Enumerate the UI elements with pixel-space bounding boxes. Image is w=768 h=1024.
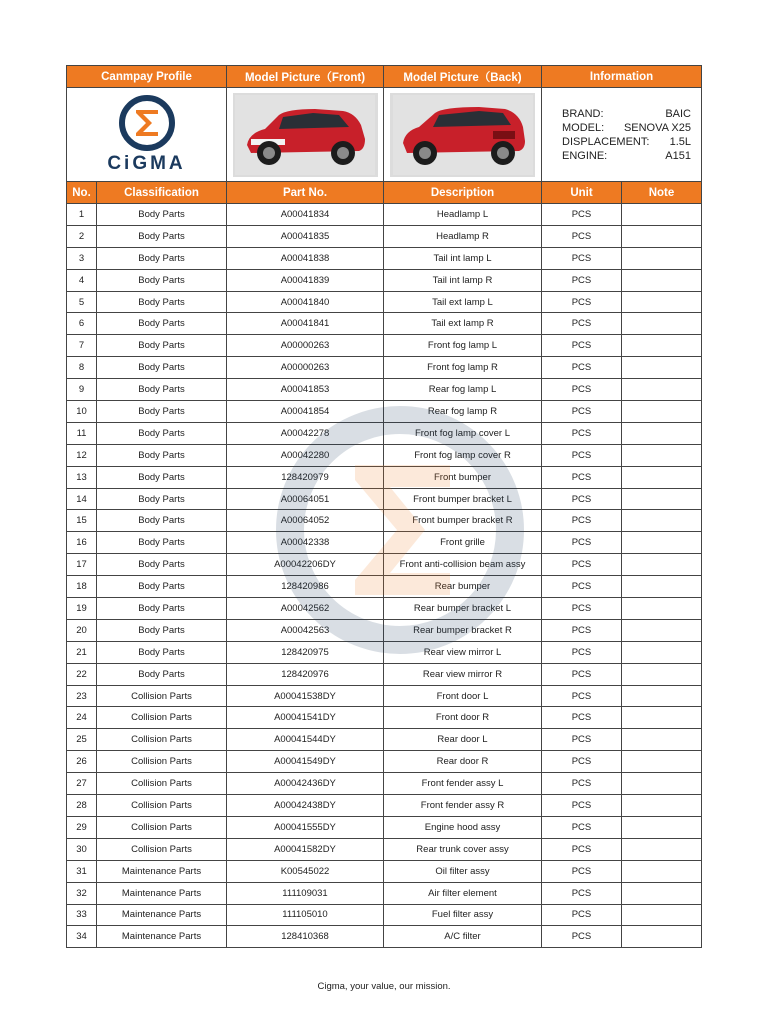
row-classification: Maintenance Parts bbox=[97, 860, 227, 882]
row-part-no: A00042278 bbox=[227, 422, 384, 444]
row-part-no: A00041582DY bbox=[227, 838, 384, 860]
row-classification: Body Parts bbox=[97, 554, 227, 576]
row-part-no: A00041835 bbox=[227, 225, 384, 247]
row-no: 7 bbox=[67, 335, 97, 357]
row-note bbox=[622, 488, 702, 510]
row-classification: Collision Parts bbox=[97, 751, 227, 773]
row-part-no: A00042338 bbox=[227, 532, 384, 554]
row-classification: Maintenance Parts bbox=[97, 882, 227, 904]
row-classification: Body Parts bbox=[97, 510, 227, 532]
row-part-no: A00041541DY bbox=[227, 707, 384, 729]
car-back-image bbox=[390, 93, 535, 177]
row-unit: PCS bbox=[542, 685, 622, 707]
row-note bbox=[622, 225, 702, 247]
row-note bbox=[622, 291, 702, 313]
row-description: Tail int lamp R bbox=[384, 269, 542, 291]
row-part-no: A00000263 bbox=[227, 335, 384, 357]
row-note bbox=[622, 357, 702, 379]
row-unit: PCS bbox=[542, 488, 622, 510]
displacement-row bbox=[562, 135, 691, 149]
row-unit: PCS bbox=[542, 619, 622, 641]
row-classification: Body Parts bbox=[97, 313, 227, 335]
table-row bbox=[67, 729, 702, 751]
row-description: Rear bumper bbox=[384, 576, 542, 598]
table-row bbox=[67, 816, 702, 838]
row-note bbox=[622, 860, 702, 882]
row-note bbox=[622, 663, 702, 685]
row-part-no: 128420976 bbox=[227, 663, 384, 685]
row-no: 10 bbox=[67, 401, 97, 423]
row-classification: Body Parts bbox=[97, 379, 227, 401]
table-row bbox=[67, 510, 702, 532]
row-description: Headlamp R bbox=[384, 225, 542, 247]
col-header-no: No. bbox=[67, 182, 97, 204]
row-unit: PCS bbox=[542, 357, 622, 379]
row-unit: PCS bbox=[542, 554, 622, 576]
row-classification: Body Parts bbox=[97, 576, 227, 598]
row-note bbox=[622, 401, 702, 423]
row-description: Engine hood assy bbox=[384, 816, 542, 838]
model-value: SENOVA X25 bbox=[623, 121, 691, 134]
row-no: 28 bbox=[67, 795, 97, 817]
row-no: 32 bbox=[67, 882, 97, 904]
table-row bbox=[67, 204, 702, 226]
col-header-description: Description bbox=[384, 182, 542, 204]
row-note bbox=[622, 729, 702, 751]
row-description: Rear trunk cover assy bbox=[384, 838, 542, 860]
table-row bbox=[67, 685, 702, 707]
row-part-no: A00064051 bbox=[227, 488, 384, 510]
row-description: Rear bumper bracket R bbox=[384, 619, 542, 641]
row-part-no: A00041555DY bbox=[227, 816, 384, 838]
row-description: Rear fog lamp R bbox=[384, 401, 542, 423]
row-unit: PCS bbox=[542, 313, 622, 335]
row-unit: PCS bbox=[542, 379, 622, 401]
table-row bbox=[67, 554, 702, 576]
row-part-no: A00000263 bbox=[227, 357, 384, 379]
row-description: Front anti-collision beam assy bbox=[384, 554, 542, 576]
row-classification: Body Parts bbox=[97, 204, 227, 226]
table-row bbox=[67, 379, 702, 401]
brand-value: BAIC bbox=[665, 107, 691, 120]
brand-row bbox=[562, 107, 691, 121]
row-no: 14 bbox=[67, 488, 97, 510]
row-description: Rear view mirror L bbox=[384, 641, 542, 663]
row-no: 1 bbox=[67, 204, 97, 226]
row-part-no: A00064052 bbox=[227, 510, 384, 532]
row-no: 15 bbox=[67, 510, 97, 532]
row-description: Tail ext lamp L bbox=[384, 291, 542, 313]
row-no: 33 bbox=[67, 904, 97, 926]
row-classification: Body Parts bbox=[97, 488, 227, 510]
row-description: Front bumper bbox=[384, 466, 542, 488]
row-classification: Collision Parts bbox=[97, 816, 227, 838]
table-row bbox=[67, 269, 702, 291]
row-classification: Body Parts bbox=[97, 466, 227, 488]
row-classification: Body Parts bbox=[97, 247, 227, 269]
row-note bbox=[622, 576, 702, 598]
row-classification: Body Parts bbox=[97, 619, 227, 641]
parts-body bbox=[67, 204, 702, 948]
row-no: 9 bbox=[67, 379, 97, 401]
col-header-note: Note bbox=[622, 182, 702, 204]
row-no: 27 bbox=[67, 773, 97, 795]
table-row bbox=[67, 838, 702, 860]
row-description: Front fender assy R bbox=[384, 795, 542, 817]
row-classification: Body Parts bbox=[97, 335, 227, 357]
row-part-no: A00041538DY bbox=[227, 685, 384, 707]
row-classification: Collision Parts bbox=[97, 729, 227, 751]
model-back-header: Model Picture（Back) bbox=[384, 66, 542, 88]
row-no: 13 bbox=[67, 466, 97, 488]
row-no: 30 bbox=[67, 838, 97, 860]
row-note bbox=[622, 313, 702, 335]
row-no: 4 bbox=[67, 269, 97, 291]
row-note bbox=[622, 554, 702, 576]
row-unit: PCS bbox=[542, 598, 622, 620]
row-classification: Body Parts bbox=[97, 291, 227, 313]
row-unit: PCS bbox=[542, 904, 622, 926]
row-unit: PCS bbox=[542, 882, 622, 904]
row-description: Front fog lamp R bbox=[384, 357, 542, 379]
back-picture-cell bbox=[384, 88, 542, 182]
row-classification: Maintenance Parts bbox=[97, 926, 227, 948]
row-unit: PCS bbox=[542, 773, 622, 795]
row-no: 8 bbox=[67, 357, 97, 379]
row-description: Front fender assy L bbox=[384, 773, 542, 795]
table-row bbox=[67, 795, 702, 817]
row-part-no: 128420975 bbox=[227, 641, 384, 663]
table-row bbox=[67, 422, 702, 444]
row-note bbox=[622, 838, 702, 860]
row-part-no: A00042436DY bbox=[227, 773, 384, 795]
row-description: Fuel filter assy bbox=[384, 904, 542, 926]
table-row bbox=[67, 663, 702, 685]
profile-header-row bbox=[67, 66, 702, 88]
row-note bbox=[622, 773, 702, 795]
row-unit: PCS bbox=[542, 247, 622, 269]
table-row bbox=[67, 466, 702, 488]
row-part-no: 111105010 bbox=[227, 904, 384, 926]
row-note bbox=[622, 816, 702, 838]
row-part-no: A00041839 bbox=[227, 269, 384, 291]
row-note bbox=[622, 532, 702, 554]
row-note bbox=[622, 510, 702, 532]
table-row bbox=[67, 926, 702, 948]
row-part-no: K00545022 bbox=[227, 860, 384, 882]
row-part-no: A00041854 bbox=[227, 401, 384, 423]
row-note bbox=[622, 641, 702, 663]
row-part-no: 128410368 bbox=[227, 926, 384, 948]
car-front-image bbox=[233, 93, 378, 177]
row-part-no: 111109031 bbox=[227, 882, 384, 904]
row-no: 31 bbox=[67, 860, 97, 882]
row-classification: Collision Parts bbox=[97, 707, 227, 729]
row-note bbox=[622, 751, 702, 773]
row-classification: Body Parts bbox=[97, 422, 227, 444]
row-classification: Body Parts bbox=[97, 641, 227, 663]
row-description: Rear door R bbox=[384, 751, 542, 773]
row-description: Front fog lamp L bbox=[384, 335, 542, 357]
row-classification: Collision Parts bbox=[97, 685, 227, 707]
row-description: Oil filter assy bbox=[384, 860, 542, 882]
row-no: 34 bbox=[67, 926, 97, 948]
row-note bbox=[622, 422, 702, 444]
parts-table bbox=[66, 65, 702, 948]
row-part-no: A00042206DY bbox=[227, 554, 384, 576]
table-row bbox=[67, 313, 702, 335]
row-note bbox=[622, 707, 702, 729]
engine-value: A151 bbox=[665, 149, 691, 162]
row-note bbox=[622, 335, 702, 357]
row-unit: PCS bbox=[542, 466, 622, 488]
row-unit: PCS bbox=[542, 335, 622, 357]
table-row bbox=[67, 532, 702, 554]
row-no: 3 bbox=[67, 247, 97, 269]
row-description: Front grille bbox=[384, 532, 542, 554]
row-description: Front fog lamp cover L bbox=[384, 422, 542, 444]
profile-content-row bbox=[67, 88, 702, 182]
row-part-no: A00041841 bbox=[227, 313, 384, 335]
row-no: 17 bbox=[67, 554, 97, 576]
table-row bbox=[67, 641, 702, 663]
row-description: Rear door L bbox=[384, 729, 542, 751]
row-unit: PCS bbox=[542, 291, 622, 313]
table-row bbox=[67, 576, 702, 598]
row-classification: Body Parts bbox=[97, 225, 227, 247]
row-no: 21 bbox=[67, 641, 97, 663]
row-part-no: A00041838 bbox=[227, 247, 384, 269]
table-row bbox=[67, 882, 702, 904]
row-no: 16 bbox=[67, 532, 97, 554]
col-header-part-no: Part No. bbox=[227, 182, 384, 204]
col-header-classification: Classification bbox=[97, 182, 227, 204]
row-classification: Collision Parts bbox=[97, 795, 227, 817]
table-row bbox=[67, 335, 702, 357]
row-unit: PCS bbox=[542, 269, 622, 291]
row-no: 25 bbox=[67, 729, 97, 751]
row-description: Front fog lamp cover R bbox=[384, 444, 542, 466]
row-classification: Body Parts bbox=[97, 269, 227, 291]
row-no: 6 bbox=[67, 313, 97, 335]
row-part-no: 128420986 bbox=[227, 576, 384, 598]
row-no: 19 bbox=[67, 598, 97, 620]
logo-cell bbox=[67, 88, 227, 182]
row-note bbox=[622, 795, 702, 817]
row-no: 2 bbox=[67, 225, 97, 247]
footer-slogan: Cigma, your value, our mission. bbox=[317, 981, 451, 992]
row-unit: PCS bbox=[542, 729, 622, 751]
row-classification: Body Parts bbox=[97, 663, 227, 685]
row-part-no: A00042562 bbox=[227, 598, 384, 620]
row-unit: PCS bbox=[542, 926, 622, 948]
row-note bbox=[622, 619, 702, 641]
row-part-no: A00041544DY bbox=[227, 729, 384, 751]
row-part-no: A00041549DY bbox=[227, 751, 384, 773]
table-row bbox=[67, 707, 702, 729]
row-note bbox=[622, 926, 702, 948]
table-row bbox=[67, 751, 702, 773]
table-row bbox=[67, 225, 702, 247]
brand-label: BRAND: bbox=[562, 107, 604, 120]
table-row bbox=[67, 619, 702, 641]
row-description: Tail ext lamp R bbox=[384, 313, 542, 335]
row-description: Rear fog lamp L bbox=[384, 379, 542, 401]
row-no: 18 bbox=[67, 576, 97, 598]
displacement-value: 1.5L bbox=[669, 135, 691, 148]
row-unit: PCS bbox=[542, 860, 622, 882]
cigma-logo-icon bbox=[112, 92, 182, 154]
row-classification: Body Parts bbox=[97, 598, 227, 620]
front-picture-cell bbox=[227, 88, 384, 182]
model-row bbox=[562, 121, 691, 135]
col-header-unit: Unit bbox=[542, 182, 622, 204]
row-classification: Body Parts bbox=[97, 532, 227, 554]
row-classification: Body Parts bbox=[97, 401, 227, 423]
row-classification: Body Parts bbox=[97, 357, 227, 379]
row-note bbox=[622, 598, 702, 620]
row-note bbox=[622, 904, 702, 926]
table-row bbox=[67, 357, 702, 379]
row-part-no: A00041853 bbox=[227, 379, 384, 401]
row-part-no: 128420979 bbox=[227, 466, 384, 488]
row-description: A/C filter bbox=[384, 926, 542, 948]
row-no: 23 bbox=[67, 685, 97, 707]
row-no: 22 bbox=[67, 663, 97, 685]
row-unit: PCS bbox=[542, 816, 622, 838]
row-note bbox=[622, 204, 702, 226]
logo-wordmark: CiGMA bbox=[107, 153, 186, 174]
model-front-header: Model Picture（Front) bbox=[227, 66, 384, 88]
row-description: Front door R bbox=[384, 707, 542, 729]
table-row bbox=[67, 247, 702, 269]
table-row bbox=[67, 860, 702, 882]
engine-label: ENGINE: bbox=[562, 149, 608, 162]
row-unit: PCS bbox=[542, 444, 622, 466]
table-row bbox=[67, 488, 702, 510]
row-note bbox=[622, 466, 702, 488]
columns-header-row bbox=[67, 182, 702, 204]
row-note bbox=[622, 444, 702, 466]
row-description: Rear bumper bracket L bbox=[384, 598, 542, 620]
row-unit: PCS bbox=[542, 641, 622, 663]
row-unit: PCS bbox=[542, 663, 622, 685]
row-no: 11 bbox=[67, 422, 97, 444]
row-part-no: A00041834 bbox=[227, 204, 384, 226]
engine-row bbox=[562, 149, 691, 163]
table-row bbox=[67, 291, 702, 313]
row-description: Headlamp L bbox=[384, 204, 542, 226]
row-description: Tail int lamp L bbox=[384, 247, 542, 269]
row-unit: PCS bbox=[542, 707, 622, 729]
row-description: Front door L bbox=[384, 685, 542, 707]
row-unit: PCS bbox=[542, 401, 622, 423]
row-note bbox=[622, 269, 702, 291]
row-part-no: A00042280 bbox=[227, 444, 384, 466]
row-classification: Body Parts bbox=[97, 444, 227, 466]
row-no: 24 bbox=[67, 707, 97, 729]
table-row bbox=[67, 904, 702, 926]
row-description: Front bumper bracket R bbox=[384, 510, 542, 532]
company-profile-header: Canmpay Profile bbox=[67, 66, 227, 88]
parts-sheet bbox=[66, 65, 701, 948]
row-part-no: A00042563 bbox=[227, 619, 384, 641]
row-part-no: A00041840 bbox=[227, 291, 384, 313]
displacement-label: DISPLACEMENT: bbox=[562, 135, 650, 148]
row-note bbox=[622, 882, 702, 904]
row-description: Front bumper bracket L bbox=[384, 488, 542, 510]
row-classification: Collision Parts bbox=[97, 838, 227, 860]
row-no: 26 bbox=[67, 751, 97, 773]
row-classification: Maintenance Parts bbox=[97, 904, 227, 926]
row-description: Rear view mirror R bbox=[384, 663, 542, 685]
row-no: 29 bbox=[67, 816, 97, 838]
table-row bbox=[67, 401, 702, 423]
row-description: Air filter element bbox=[384, 882, 542, 904]
model-label: MODEL: bbox=[562, 121, 605, 134]
row-unit: PCS bbox=[542, 225, 622, 247]
table-row bbox=[67, 773, 702, 795]
row-unit: PCS bbox=[542, 576, 622, 598]
row-no: 5 bbox=[67, 291, 97, 313]
row-unit: PCS bbox=[542, 838, 622, 860]
row-unit: PCS bbox=[542, 795, 622, 817]
row-unit: PCS bbox=[542, 751, 622, 773]
row-unit: PCS bbox=[542, 422, 622, 444]
row-unit: PCS bbox=[542, 532, 622, 554]
row-part-no: A00042438DY bbox=[227, 795, 384, 817]
table-row bbox=[67, 598, 702, 620]
row-classification: Collision Parts bbox=[97, 773, 227, 795]
row-note bbox=[622, 379, 702, 401]
row-unit: PCS bbox=[542, 204, 622, 226]
row-note bbox=[622, 685, 702, 707]
table-row bbox=[67, 444, 702, 466]
information-header: Information bbox=[542, 66, 702, 88]
row-no: 12 bbox=[67, 444, 97, 466]
vehicle-info-cell bbox=[542, 88, 702, 182]
row-no: 20 bbox=[67, 619, 97, 641]
row-unit: PCS bbox=[542, 510, 622, 532]
row-note bbox=[622, 247, 702, 269]
